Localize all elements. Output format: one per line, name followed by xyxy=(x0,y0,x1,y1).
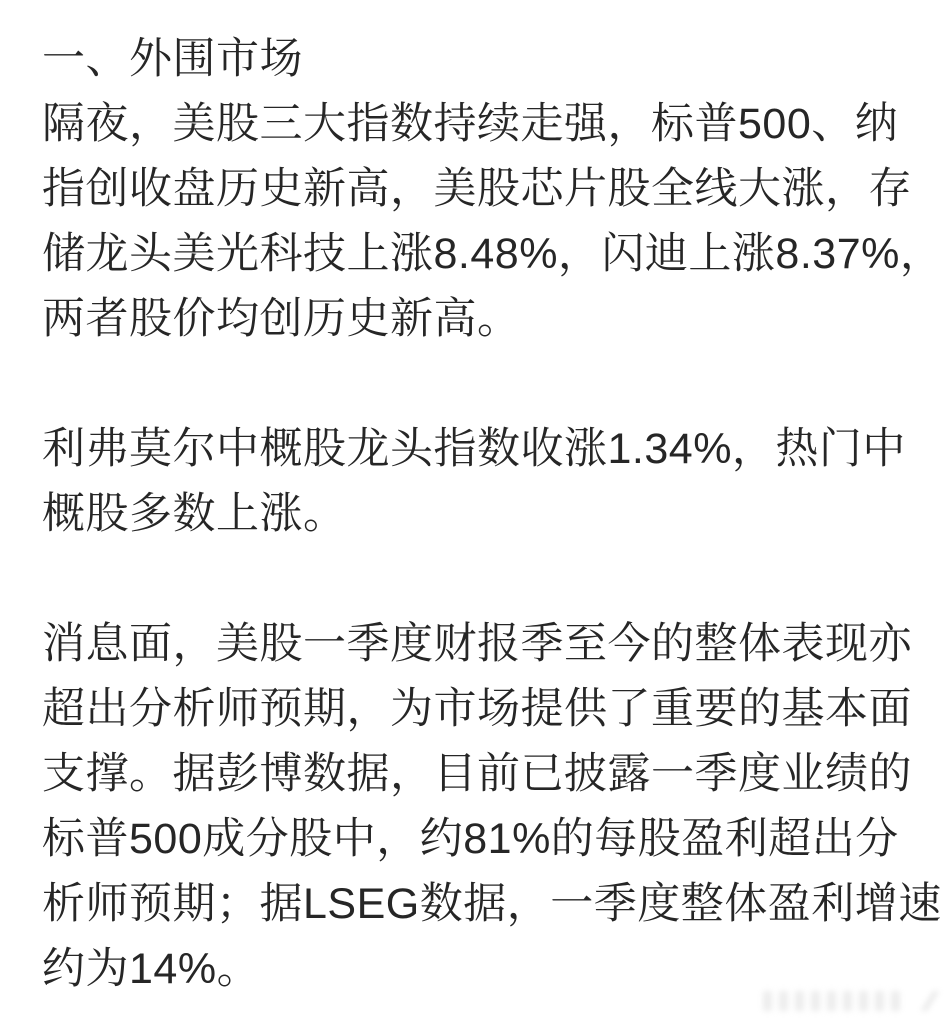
text-line: 约为14%。 xyxy=(42,945,261,993)
paragraph-china-concept-stocks xyxy=(42,417,911,547)
text-line: 消息面，美股一季度财报季至今的整体表现亦 xyxy=(42,620,912,668)
text-line: 超出分析师预期，为市场提供了重要的基本面 xyxy=(42,685,912,733)
text-line: 两者股价均创历史新高。 xyxy=(42,295,521,343)
section-heading: 一、外围市场 xyxy=(42,35,303,83)
text-line: 利弗莫尔中概股龙头指数收涨1.34%，热门中 xyxy=(42,425,906,473)
paragraph-earnings-season xyxy=(42,612,942,1002)
paragraph-overnight-us-markets xyxy=(42,92,944,352)
text-line: 指创收盘历史新高，美股芯片股全线大涨，存 xyxy=(42,165,912,213)
text-line: 概股多数上涨。 xyxy=(42,490,347,538)
text-line: 标普500成分股中，约81%的每股盈利超出分 xyxy=(42,815,899,863)
text-line: 隔夜，美股三大指数持续走强，标普500、纳 xyxy=(42,100,899,148)
text-line: 储龙头美光科技上涨8.48%，闪迪上涨8.37%， xyxy=(42,230,944,278)
text-line: 析师预期；据LSEG数据，一季度整体盈利增速 xyxy=(42,880,942,928)
text-line: 支撑。据彭博数据，目前已披露一季度业绩的 xyxy=(42,750,912,798)
